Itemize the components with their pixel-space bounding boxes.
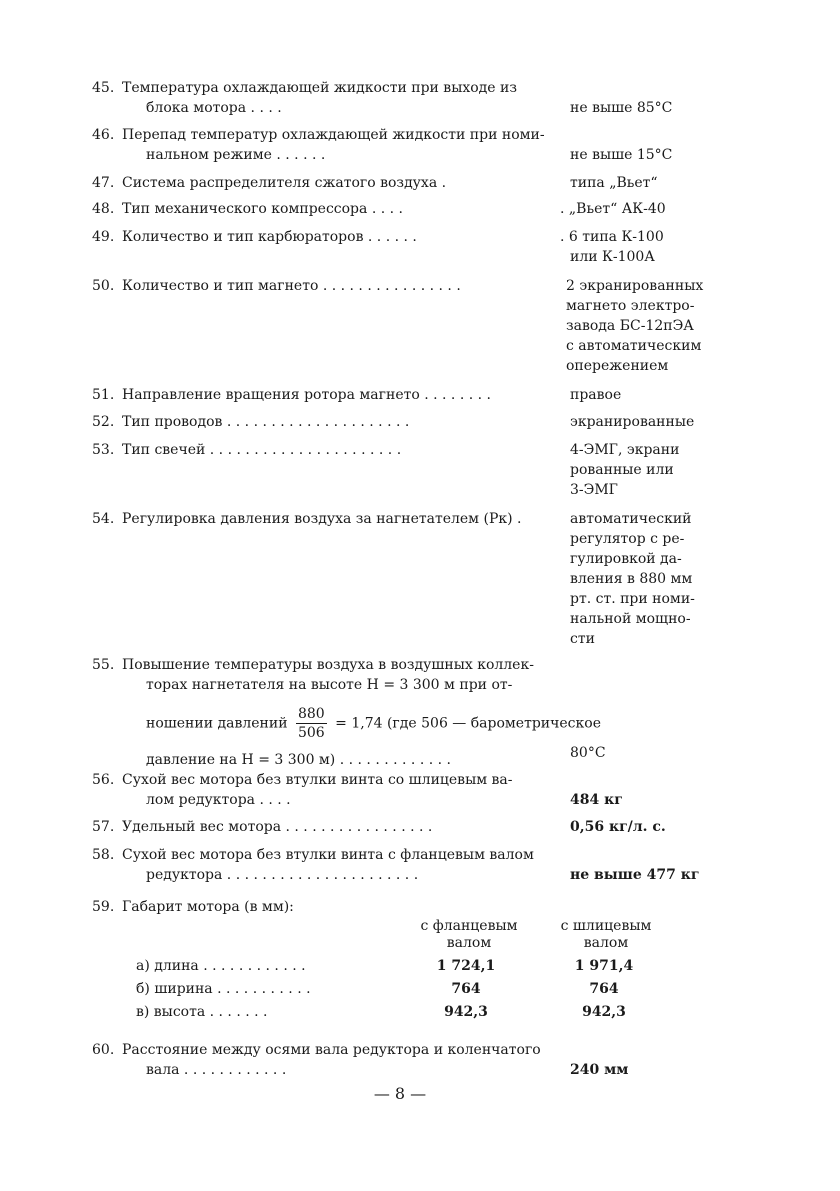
item-value: рт. ст. при номи- [570, 591, 695, 607]
item-value: 0,56 кг/л. с. [570, 819, 666, 835]
fraction-numerator: 880 [297, 706, 325, 722]
item-text: нальном режиме . . . . . . [146, 147, 326, 163]
item-number: 55. [92, 657, 115, 673]
item-text: Расстояние между осями вала редуктора и коленчатого [122, 1042, 541, 1058]
item-text: Перепад температур охлаждающей жидкости при номи- [122, 127, 545, 143]
table-row [136, 979, 696, 999]
item-value: экранированные [570, 414, 695, 430]
item-text: лом редуктора . . . . [146, 792, 291, 808]
item-number: 45. [92, 80, 115, 96]
item-text: Повышение температуры воздуха в воздушных коллек- [122, 657, 534, 673]
item-number: 46. [92, 127, 115, 143]
item-value: правое [570, 387, 622, 403]
item-value: сти [570, 631, 595, 647]
item-text: Направление вращения ротора магнето . . . . . . . . [122, 387, 491, 403]
item-text: Удельный вес мотора . . . . . . . . . . . . . . . . . [122, 819, 433, 835]
item-text: Тип механического компрессора . . . . [122, 201, 403, 217]
item-value: 484 кг [570, 792, 623, 808]
item-number: 49. [92, 229, 115, 245]
item-value: рованные или [570, 462, 674, 478]
item-text: Регулировка давления воздуха за нагнетателем (Pк) . [122, 511, 522, 527]
item-number: 47. [92, 175, 115, 191]
row-label: б) ширина . . . . . . . . . . . [136, 981, 311, 997]
value-flanged: 764 [451, 981, 481, 997]
item-text: блока мотора . . . . [146, 100, 282, 116]
item-value: с автоматическим [566, 338, 702, 354]
item-text: торах нагнетателя на высоте Н = 3 300 м при от- [146, 677, 513, 693]
table-row [136, 1002, 696, 1022]
item-text-part: ношении давлений [146, 715, 288, 732]
item-value: завода БС-12пЭА [566, 318, 694, 334]
item-text [122, 705, 602, 742]
item-number: 51. [92, 387, 115, 403]
page-number: — 8 — [373, 1084, 427, 1103]
item-value: нальной мощно- [570, 611, 691, 627]
item-text: редуктора . . . . . . . . . . . . . . . . . . . . . . [146, 867, 419, 883]
item-text: Тип свечей . . . . . . . . . . . . . . . . . . . . . . [122, 442, 402, 458]
item-value: гулировкой да- [570, 551, 682, 567]
item-number: 59. [92, 899, 115, 915]
item-text: Количество и тип карбюраторов . . . . . . [122, 229, 417, 245]
column-header-splined: с шлицевым валом [560, 918, 652, 951]
row-label: а) длина . . . . . . . . . . . . [136, 958, 306, 974]
item-text: давление на Н = 3 300 м) . . . . . . . . . . . . . [146, 752, 451, 768]
pressure-ratio-fraction [296, 705, 327, 742]
fraction-denominator: 506 [297, 725, 325, 741]
item-value: 3-ЭМГ [570, 482, 618, 498]
item-value: 2 экранированных [566, 278, 704, 294]
column-header-flanged: с фланцевым валом [420, 918, 518, 951]
item-text: Система распределителя сжатого воздуха . [122, 175, 447, 191]
value-flanged: 942,3 [444, 1004, 488, 1020]
item-value: . 6 типа К-100 [560, 229, 664, 245]
item-value: автоматический [570, 511, 692, 527]
item-value: не выше 85°С [570, 100, 673, 116]
item-value: не выше 477 кг [570, 867, 700, 883]
item-text: вала . . . . . . . . . . . . [146, 1062, 287, 1078]
item-number: 53. [92, 442, 115, 458]
item-value: типа „Вьет“ [570, 175, 658, 191]
item-value: 80°С [570, 745, 606, 761]
item-text: Температура охлаждающей жидкости при выходе из [122, 80, 517, 96]
item-value: 4-ЭМГ, экрани [570, 442, 680, 458]
item-number: 57. [92, 819, 115, 835]
item-value: магнето электро- [566, 298, 695, 314]
item-value: опережением [566, 358, 669, 374]
item-number: 56. [92, 772, 115, 788]
item-number: 60. [92, 1042, 115, 1058]
item-value: не выше 15°С [570, 147, 673, 163]
item-text: Сухой вес мотора без втулки винта с фланцевым валом [122, 847, 534, 863]
row-label: в) высота . . . . . . . [136, 1004, 268, 1020]
item-number: 50. [92, 278, 115, 294]
value-splined: 942,3 [582, 1004, 626, 1020]
item-text: Тип проводов . . . . . . . . . . . . . . . . . . . . . [122, 414, 410, 430]
item-text: Количество и тип магнето . . . . . . . . . . . . . . . . [122, 278, 461, 294]
item-value: или К-100А [570, 249, 655, 265]
value-flanged: 1 724,1 [436, 958, 496, 974]
value-splined: 1 971,4 [574, 958, 634, 974]
item-value: вления в 880 мм [570, 571, 693, 587]
table-row [136, 956, 696, 976]
item-text-part: = 1,74 (где 506 — барометрическое [335, 715, 601, 732]
item-number: 52. [92, 414, 115, 430]
item-value: . „Вьет“ АК-40 [560, 201, 666, 217]
item-number: 54. [92, 511, 115, 527]
item-value: регулятор с ре- [570, 531, 685, 547]
item-value: 240 мм [570, 1062, 629, 1078]
item-text: Габарит мотора (в мм): [122, 899, 294, 915]
value-splined: 764 [589, 981, 619, 997]
item-text: Сухой вес мотора без втулки винта со шлицевым ва- [122, 772, 513, 788]
item-number: 58. [92, 847, 115, 863]
item-number: 48. [92, 201, 115, 217]
